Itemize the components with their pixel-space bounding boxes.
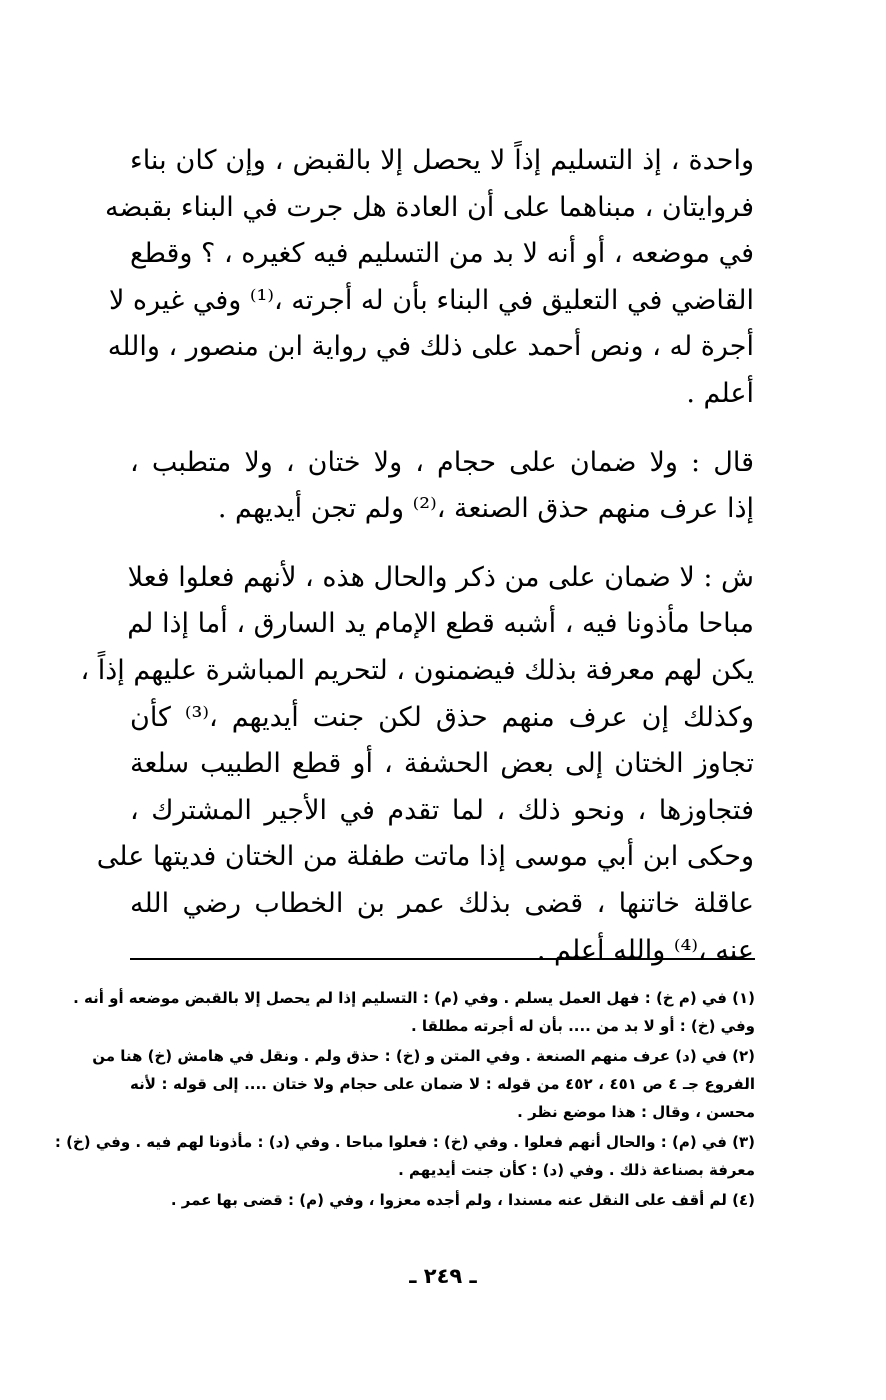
text-line: عاقلة خاتنها ، قضى بذلك عمر بن الخطاب رضي الله: [130, 887, 754, 919]
text-line: فروايتان ، مبناهما على أن العادة هل جرت في البناء بقبضه: [105, 191, 754, 223]
paragraph-2-matn: [130, 440, 754, 533]
footnote-line: وفي (خ) : أو لا بد من .... بأن له أجرته مطلقا .: [411, 1017, 755, 1035]
footnote-line: محسن ، وقال : هذا موضع نظر .: [517, 1103, 755, 1121]
text-line: في موضعه ، أو أنه لا بد من التسليم فيه كغيره ، ؟ وقطع: [130, 238, 754, 270]
text-line: واحدة ، إذ التسليم إذاً لا يحصل إلا بالقبض ، وإن كان بناء: [130, 145, 754, 176]
footnote-line: (٢) في (د) عرف منهم الصنعة . وفي المتن و (خ) : حذق ولم . ونقل في هامش (خ) هنا من: [92, 1047, 755, 1065]
text-line: القاضي في التعليق في البناء بأن له أجرته ،⁽¹⁾ وفي غيره لا: [108, 284, 754, 316]
paragraph-3-sharh: [80, 555, 754, 974]
text-line: تجاوز الختان إلى بعض الحشفة ، أو قطع الطبيب سلعة: [130, 748, 754, 780]
text-line: إذا عرف منهم حذق الصنعة ،⁽²⁾ ولم تجن أيديهم .: [217, 493, 754, 525]
footnote-4: [130, 1186, 755, 1214]
paragraph-1: [105, 138, 754, 418]
text-line: وحكى ابن أبي موسى إذا ماتت طفلة من الختان فديتها على: [96, 841, 754, 873]
text-line: ش : لا ضمان على من ذكر والحال هذه ، لأنهم فعلوا فعلا: [127, 561, 754, 593]
text-line: فتجاوزها ، ونحو ذلك ، لما تقدم في الأجير المشترك ،: [130, 794, 754, 826]
footnotes: [54, 984, 755, 1216]
footnote-line: (١) في (م خ) : فهل العمل يسلم . وفي (م) : التسليم إذا لم يحصل إلا بالقبض موضعه أو أنه .: [73, 989, 755, 1007]
footnote-1: [73, 984, 755, 1040]
text-line: أجرة له ، ونص أحمد على ذلك في رواية ابن منصور ، والله: [107, 331, 754, 363]
text-line: أعلم .: [686, 377, 754, 409]
text-line: وكذلك إن عرف منهم حذق لكن جنت أيديهم ،⁽³⁾ كأن: [130, 701, 754, 733]
text-line: قال : ولا ضمان على حجام ، ولا ختان ، ولا متطبب ،: [130, 446, 754, 478]
text-line: مباحا مأذونا فيه ، أشبه قطع الإمام يد السارق ، أما إذا لم: [127, 608, 754, 640]
footnote-line: (٤) لم أقف على النقل عنه مسندا ، ولم أجده معزوا ، وفي (م) : قضى بها عمر .: [170, 1191, 755, 1209]
footnote-line: الفروع جـ ٤ ص ٤٥١ ، ٤٥٢ من قوله : لا ضمان على حجام ولا ختان .... إلى قوله : لأنه: [130, 1075, 755, 1093]
footnote-3: [54, 1128, 755, 1184]
main-text: [80, 138, 754, 996]
page-number: ـ ٢٤٩ ـ: [409, 1264, 477, 1288]
text-line: يكن لهم معرفة بذلك فيضمنون ، لتحريم المباشرة عليهم إذاً ،: [80, 654, 754, 686]
footnote-divider: [130, 958, 755, 960]
footnote-line: (٣) في (م) : والحال أنهم فعلوا . وفي (خ) : فعلوا مباحا . وفي (د) : مأذونا لهم فيه . وفي (خ) :: [54, 1133, 755, 1151]
footnote-2: [92, 1042, 755, 1126]
footnote-line: معرفة بصناعة ذلك . وفي (د) : كأن جنت أيديهم .: [398, 1161, 755, 1179]
text-line: عنه ،⁽⁴⁾ والله أعلم .: [536, 934, 754, 966]
